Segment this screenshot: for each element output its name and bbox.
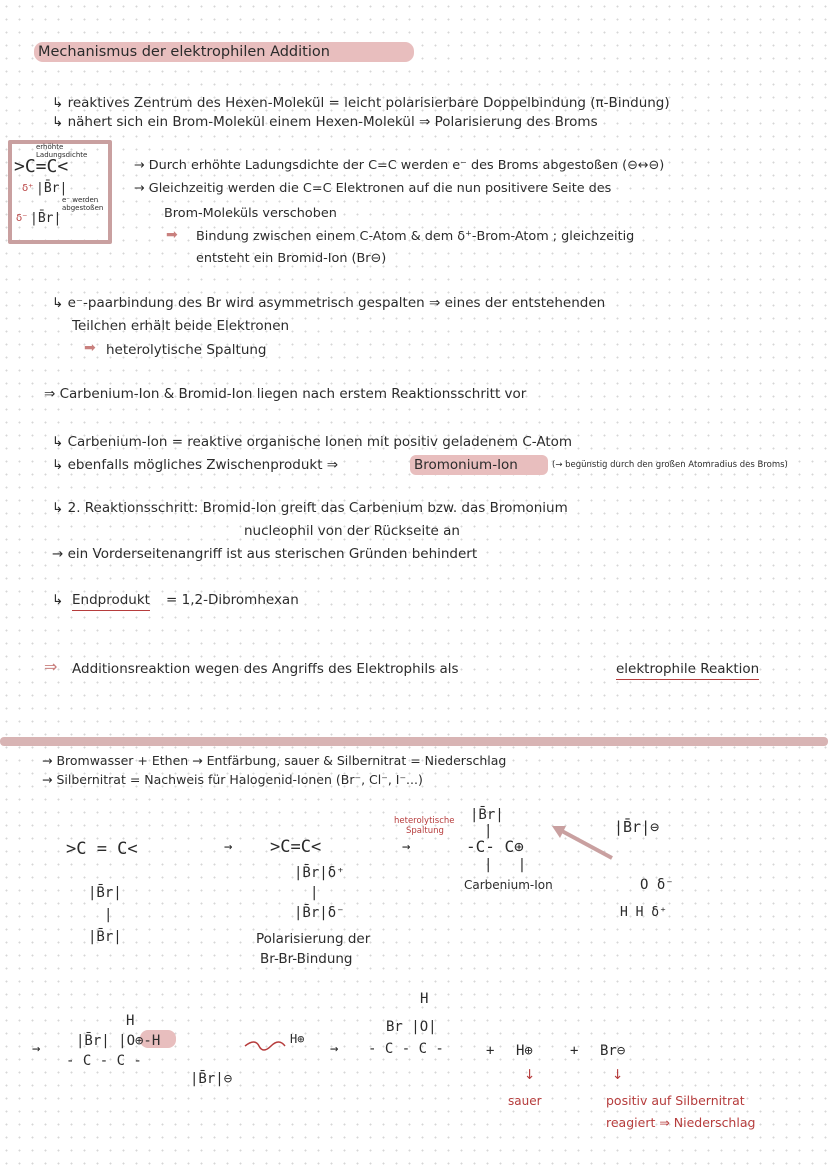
s4-br: |B̄r|⊖	[614, 818, 660, 836]
box-delta-plus: δ⁺	[22, 183, 34, 194]
s3-bond: |	[484, 823, 493, 839]
plus-1: +	[486, 1043, 495, 1059]
s3-br: |B̄r|	[470, 807, 504, 823]
box-delta-minus: δ⁻	[16, 213, 28, 224]
p2-line-1: → Bromwasser + Ethen → Entfärbung, sauer & Silbernitrat = Niederschlag	[42, 753, 507, 768]
s2-caption-1: Polarisierung der	[256, 931, 371, 947]
s3-caption: Carbenium-Ion	[464, 878, 553, 892]
line-2: ↳ nähert sich ein Brom-Molekül einem Hexen-Molekül ⇒ Polarisierung des Broms	[52, 114, 598, 130]
s-arrow-2: →	[402, 839, 411, 855]
p-top: Br |O|	[386, 1019, 437, 1035]
line-17c: = 1,2-Dibromhexan	[166, 592, 299, 608]
down-arrow-1: ↓	[524, 1067, 536, 1083]
line-18b: Additionsreaktion wegen des Angriffs des Elektrophils als	[72, 661, 459, 677]
line-10: heterolytische Spaltung	[106, 342, 267, 358]
r2-arrow: →	[32, 1041, 41, 1057]
note-2: reagiert ⇒ Niederschlag	[606, 1115, 756, 1130]
down-arrow-2: ↓	[612, 1067, 624, 1083]
box-br-2: |B̄r|	[30, 211, 62, 226]
r2-arrow-2: →	[330, 1041, 339, 1057]
s3-bond-low: | |	[484, 857, 527, 873]
box-br-1: |B̄r|	[36, 181, 68, 196]
spaltung-label-1: heterolytische	[394, 816, 455, 826]
line-18a: ⇒	[44, 657, 58, 676]
s1-bond: |	[104, 907, 113, 923]
s4-o: O δ⁻	[640, 877, 674, 893]
arrow-icon: ➡	[166, 227, 178, 243]
line-17b: Endprodukt	[72, 591, 150, 611]
line-15: nucleophil von der Rückseite an	[244, 523, 460, 539]
line-1: ↳ reaktives Zentrum des Hexen-Molekül = leicht polarisierbare Doppelbindung (π-Bindung)	[52, 95, 670, 111]
sauer-label: sauer	[508, 1094, 542, 1108]
line-13c: (→ begünstig durch den großen Atomradius des Broms)	[552, 460, 788, 470]
line-14: ↳ 2. Reaktionsschritt: Bromid-Ion greift das Carbenium bzw. das Bromonium	[52, 500, 568, 516]
p2-line-2: → Silbernitrat = Nachweis für Halogenid-Ionen (Br⁻, Cl⁻, I⁻...)	[42, 772, 423, 787]
s2-caption-2: Br-Br-Bindung	[260, 951, 353, 967]
r2-hplus: H⊕	[290, 1032, 305, 1046]
line-3: → Durch erhöhte Ladungsdichte der C=C werden e⁻ des Broms abgestoßen (⊖↔⊖)	[134, 158, 665, 173]
line-13b: Bromonium-Ion	[414, 457, 518, 473]
box-note: e⁻ werden abgestoßen	[62, 196, 104, 212]
line-16: → ein Vorderseitenangriff ist aus sterischen Gründen behindert	[52, 546, 478, 562]
line-18c: elektrophile Reaktion	[616, 660, 759, 680]
r2-h: H	[126, 1013, 135, 1029]
s2-br-1: |B̄r|δ⁺	[294, 865, 345, 881]
line-6: Bindung zwischen einem C-Atom & dem δ⁺-Brom-Atom ; gleichzeitig	[196, 229, 635, 244]
hplus: H⊕	[516, 1043, 533, 1059]
r2-br: |B̄r|⊖	[190, 1071, 233, 1087]
s-arrow-1: →	[224, 839, 233, 855]
line-5: Brom-Moleküls verschoben	[164, 206, 337, 221]
plus-2: +	[570, 1043, 579, 1059]
s1-cc: >C = C<	[66, 839, 138, 859]
line-9: Teilchen erhält beide Elektronen	[72, 318, 290, 334]
s2-cc: >C=C<	[270, 837, 322, 857]
section-divider	[0, 737, 828, 746]
brminus: Br⊖	[600, 1043, 626, 1059]
s4-h: H H δ⁺	[620, 905, 667, 920]
line-11: ⇒ Carbenium-Ion & Bromid-Ion liegen nach erstem Reaktionsschritt vor	[44, 386, 527, 402]
s2-bond: |	[310, 885, 319, 901]
line-12: ↳ Carbenium-Ion = reaktive organische Ionen mit positiv geladenem C-Atom	[52, 434, 573, 450]
s3-chain: -C- C⊕	[466, 837, 524, 856]
p-chain: - C - C -	[368, 1041, 444, 1057]
page-title: Mechanismus der elektrophilen Addition	[38, 44, 330, 60]
p-h: H	[420, 991, 429, 1007]
line-13a: ↳ ebenfalls mögliches Zwischenprodukt ⇒	[52, 457, 339, 473]
note-1: positiv auf Silbernitrat	[606, 1093, 745, 1108]
s2-br-2: |B̄r|δ⁻	[294, 905, 345, 921]
box-label: erhöhte Ladungsdichte	[36, 143, 88, 159]
line-8: ↳ e⁻-paarbindung des Br wird asymmetrisch gespalten ⇒ eines der entstehenden	[52, 295, 606, 311]
spaltung-label-2: Spaltung	[406, 826, 444, 836]
r2-chain: - C - C -	[66, 1053, 142, 1069]
arrow-icon-2: ➡	[84, 340, 96, 356]
r2-mid: |B̄r| |O⊕-H	[76, 1033, 161, 1049]
s1-br-1: |B̄r|	[88, 885, 122, 901]
line-4: → Gleichzeitig werden die C=C Elektronen auf die nun positivere Seite des	[134, 181, 612, 196]
line-7: entsteht ein Bromid-Ion (Br⊖)	[196, 251, 387, 266]
line-17a: ↳	[52, 592, 64, 608]
box-cc: >C=C<	[14, 156, 69, 177]
s1-br-2: |B̄r|	[88, 929, 122, 945]
